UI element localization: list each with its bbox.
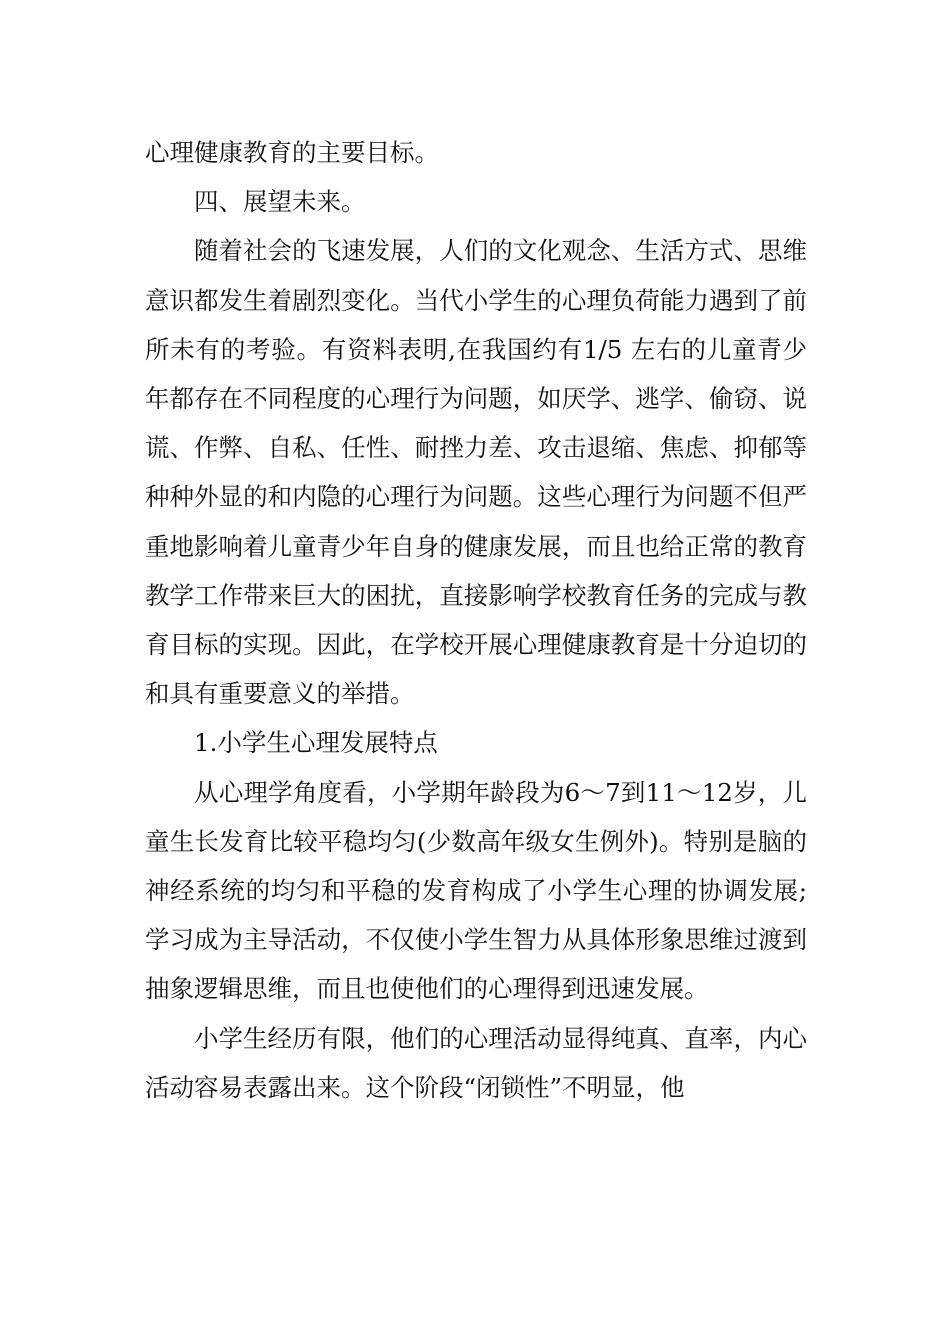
paragraph-closing-line: 心理健康教育的主要目标。: [145, 138, 439, 167]
paragraph-social-development: 随着社会的飞速发展，人们的文化观念、生活方式、思维意识都发生着剧烈变化。当代小学生的心理负荷能力遇到了前所未有的考验。有资料表明,在我国约有1/5 左右的儿童青少年都存在不同程度的心理行为问题，如厌学、逃学、偷窃、说谎、作弊、自私、任性、耐挫力差、攻击退缩、焦虑、抑郁等种种外显的和内隐的心理行为问题。这些心理行为问题不但严重地影响着儿童青少年自身的健康发展，而且也给正常的教育教学工作带来巨大的困扰，直接影响学校教育任务的完成与教育目标的实现。因此，在学校开展心理健康教育是十分迫切的和具有重要意义的举措。: [145, 236, 807, 709]
paragraph-limited-experience: 小学生经历有限，他们的心理活动显得纯真、直率，内心活动容易表露出来。这个阶段“闭锁性”不明显，他: [145, 1023, 807, 1102]
document-page: [145, 128, 807, 1112]
section-heading-outlook: 四、展望未来。: [194, 187, 366, 217]
paragraph-psychology-age: 从心理学角度看，小学期年龄段为6～7到11～12岁，儿童生长发育比较平稳均匀(少数高年级女生例外)。特别是脑的神经系统的均匀和平稳的发育构成了小学生心理的协调发展;学习成为主导活动，不仅使小学生智力从具体形象思维过渡到抽象逻辑思维，而且也使他们的心理得到迅速发展。: [145, 777, 807, 1004]
subheading-development-traits: 1.小学生心理发展特点: [194, 728, 438, 758]
